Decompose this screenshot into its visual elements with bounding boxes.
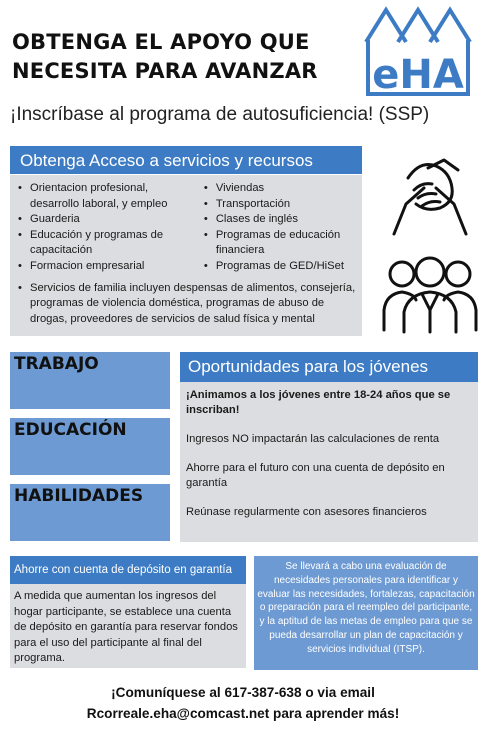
list-item: • Educación y programas de capacitación [14, 228, 200, 259]
youth-item-2: Ahorre para el futuro con una cuenta de depósito en garantía [186, 462, 445, 489]
skills-label-text: HABILIDADES [14, 486, 144, 506]
list-item: • Viviendas [200, 181, 358, 197]
list-item: • Transportación [200, 197, 358, 213]
contact-line-1: ¡Comuníquese al 617-387-638 o via email [111, 685, 375, 700]
work-label [10, 352, 170, 409]
work-label-text: TRABAJO [14, 354, 99, 374]
list-item: • Orientacion profesional, desarrollo laboral, y empleo [14, 181, 200, 212]
youth-panel [180, 352, 478, 542]
savings-title: Ahorre con cuenta de depósito en garantía [10, 556, 246, 584]
headline-line-1: OBTENGA EL APOYO QUE [12, 30, 310, 54]
services-panel [10, 146, 362, 336]
services-title: Obtenga Acceso a servicios y recursos [10, 146, 362, 175]
youth-item-3: Reúnase regularmente con asesores financieros [186, 506, 427, 518]
headline [12, 28, 318, 86]
list-item: • Programas de educación financiera [200, 228, 358, 259]
logo-text: eHA [372, 52, 464, 98]
services-list-1 [14, 181, 200, 275]
skills-label [10, 484, 170, 541]
youth-intro: ¡Animamos a los jóvenes entre 18-24 años que se inscriban! [186, 389, 451, 416]
education-label [10, 418, 170, 475]
eha-logo [362, 6, 474, 98]
youth-title: Oportunidades para los jóvenes [180, 352, 478, 382]
services-list-2 [200, 181, 358, 275]
subtitle: ¡Inscríbase al programa de autosuficiencia! (SSP) [10, 104, 430, 125]
team-icon [382, 244, 478, 336]
list-item: • Programas de GED/HiSet [200, 259, 358, 275]
assessment-panel [254, 556, 478, 670]
list-item: • Guarderia [14, 212, 200, 228]
youth-item-1: Ingresos NO impactarán las calculaciones de renta [186, 433, 440, 445]
savings-panel [10, 556, 246, 668]
savings-body: A medida que aumentan los ingresos del hogar participante, se establece una cuenta de depósito en garantía para reservar fondos para el uso del participante al final del programa. [14, 590, 238, 664]
handshake-icon [384, 148, 476, 238]
contact-info [0, 682, 486, 724]
education-label-text: EDUCACIÓN [14, 420, 127, 440]
list-item: • Formacion empresarial [14, 259, 200, 275]
family-services-item: • Servicios de familia incluyen despensas de alimentos, consejería, programas de violencia doméstica, programas de abuso de drogas, proveedores de servicios de salud física y mental [14, 281, 358, 328]
contact-line-2: Rcorreale.eha@comcast.net para aprender más! [86, 706, 400, 721]
list-item: • Clases de inglés [200, 212, 358, 228]
assessment-body: Se llevará a cabo una evaluación de necesidades personales para identificar y evaluar las necesidades, fortalezas, capacitación o preparación para el reempleo del participante, y la aptitud de las metas de empleo para que se pueda desarrollar un plan de capacitación y servicios individual (ITSP). [257, 561, 475, 655]
headline-line-2: NECESITA PARA AVANZAR [12, 59, 318, 83]
